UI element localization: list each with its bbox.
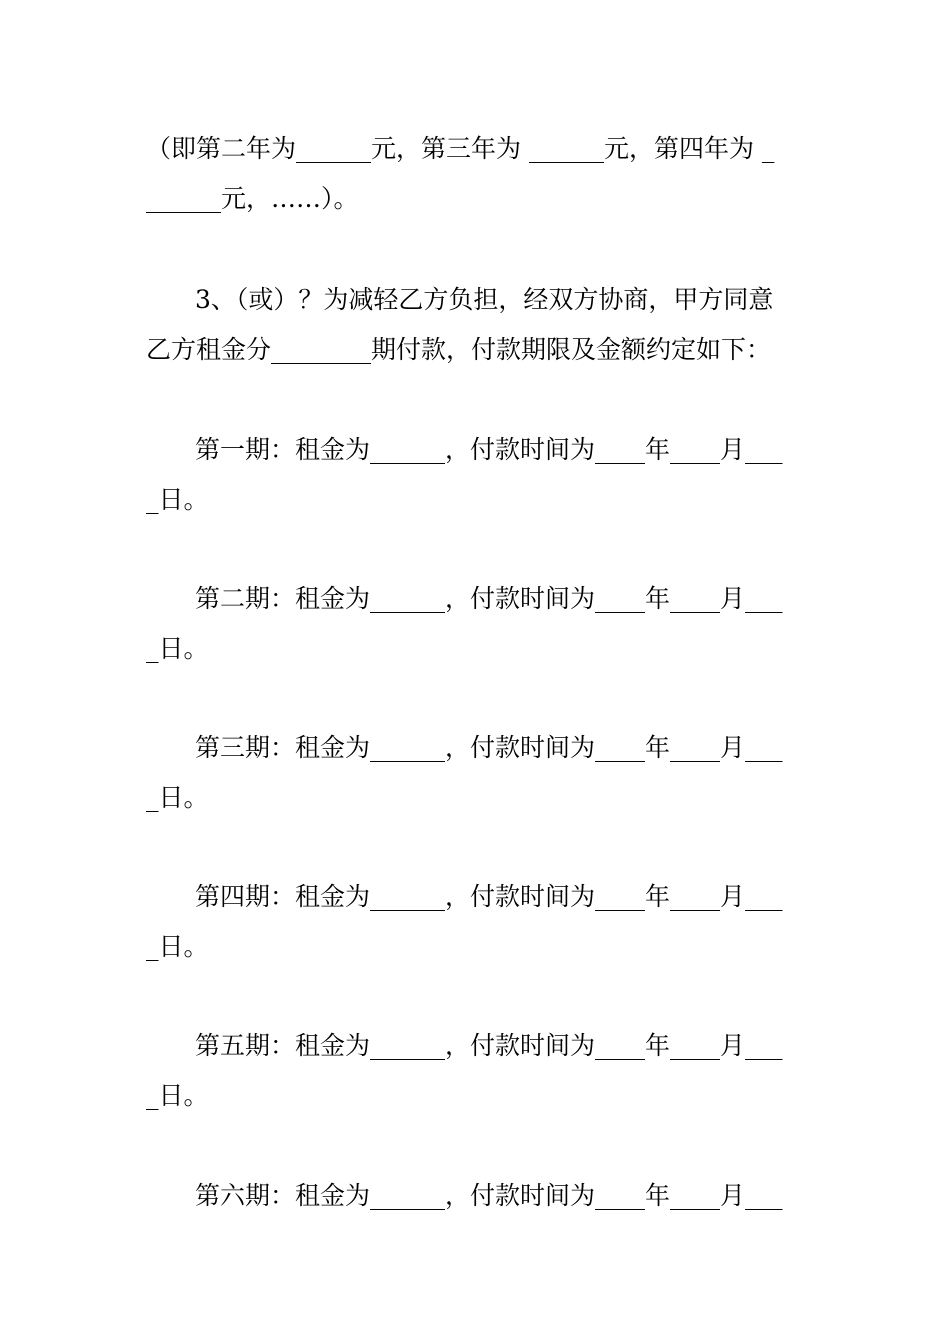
- paragraph-1-line-2: ______元，……）。: [146, 184, 359, 213]
- paragraph-1-line-1: （即第二年为______元，第三年为 ______元，第四年为 _: [146, 134, 775, 163]
- installment-3-line-1: 第三期：租金为______，付款时间为____年____月___: [195, 733, 783, 762]
- installment-3-line-2: _日。: [146, 783, 209, 812]
- installment-2-line-1: 第二期：租金为______，付款时间为____年____月___: [195, 584, 783, 613]
- installment-5-line-2: _日。: [146, 1081, 209, 1110]
- installment-6-line-1: 第六期：租金为______，付款时间为____年____月___: [195, 1181, 783, 1210]
- installment-1-line-1: 第一期：租金为______，付款时间为____年____月___: [195, 435, 783, 464]
- installment-1-line-2: _日。: [146, 485, 209, 514]
- installment-4-line-1: 第四期：租金为______，付款时间为____年____月___: [195, 882, 783, 911]
- paragraph-2-line-1: 3、（或）？为减轻乙方负担，经双方协商，甲方同意: [195, 285, 774, 314]
- paragraph-2-line-2: 乙方租金分________期付款，付款期限及金额约定如下：: [146, 335, 772, 364]
- installment-5-line-1: 第五期：租金为______，付款时间为____年____月___: [195, 1031, 783, 1060]
- installment-4-line-2: _日。: [146, 932, 209, 961]
- installment-2-line-2: _日。: [146, 634, 209, 663]
